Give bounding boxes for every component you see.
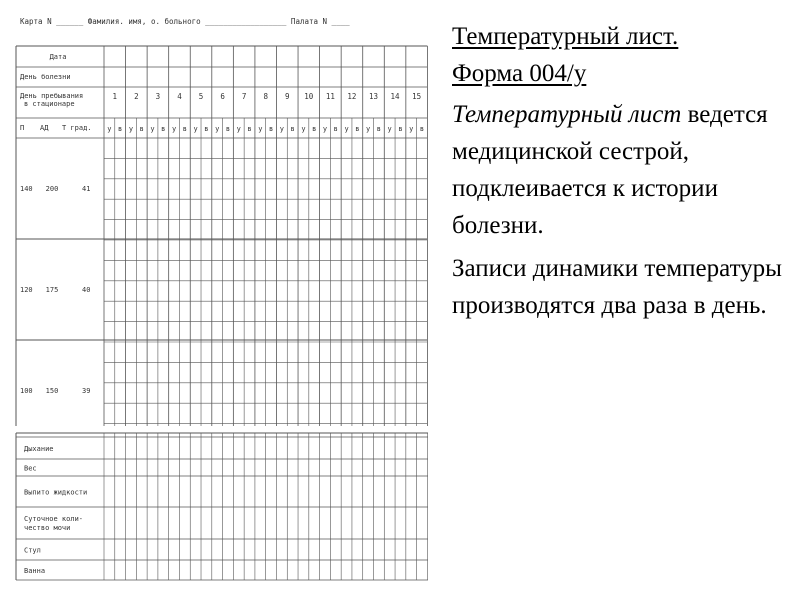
day-number: 2 xyxy=(134,92,139,101)
paragraph-1-rest: ведется медицинской сестрой, подклеивается к истории болезни. xyxy=(452,101,768,239)
pulse-scale: 100 xyxy=(20,387,33,395)
pulse-column-label: П xyxy=(20,124,25,132)
morning-mark: у xyxy=(344,125,349,133)
stay-day-label: в стационаре xyxy=(24,100,75,108)
evening-mark: в xyxy=(376,125,381,133)
morning-mark: у xyxy=(215,125,220,133)
evening-mark: в xyxy=(247,125,252,133)
day-number: 10 xyxy=(304,92,314,101)
evening-mark: в xyxy=(139,125,144,133)
temp-scale: 40 xyxy=(82,286,91,294)
day-number: 13 xyxy=(368,92,379,101)
morning-mark: у xyxy=(128,125,134,133)
morning-mark: у xyxy=(171,125,177,133)
day-number: 7 xyxy=(241,92,247,101)
evening-mark: в xyxy=(312,125,317,133)
bottom-row-label: Вес xyxy=(24,464,37,473)
stay-day-label: День пребывания xyxy=(20,92,84,100)
paragraph-1 xyxy=(452,96,792,244)
illness-day-label: День болезни xyxy=(20,73,71,81)
pulse-scale: 140 xyxy=(20,185,33,193)
day-number: 15 xyxy=(412,92,422,101)
paragraph-2: Записи динамики температуры производятся два раза в день. xyxy=(452,255,782,319)
evening-mark: в xyxy=(225,125,231,133)
paragraph-1-italic: Температурный лист xyxy=(452,101,682,128)
bp-column-label: АД xyxy=(40,124,49,132)
evening-mark: в xyxy=(204,125,209,133)
morning-mark: у xyxy=(236,125,241,133)
day-number: 4 xyxy=(177,92,182,101)
morning-mark: у xyxy=(258,125,263,133)
bp-scale: 150 xyxy=(45,387,59,395)
form-header: Карта N ______ Фамилия. имя, о. больного __________________ Палата N ____ xyxy=(20,17,350,26)
bottom-row-label: Ванна xyxy=(24,567,46,575)
morning-mark: у xyxy=(366,125,371,133)
day-number: 9 xyxy=(285,92,290,101)
morning-mark: у xyxy=(279,125,284,133)
evening-mark: в xyxy=(398,125,403,133)
temp-scale: 41 xyxy=(82,185,91,193)
pulse-scale: 120 xyxy=(20,286,33,294)
bottom-row-label: чество мочи xyxy=(24,524,71,532)
morning-mark: у xyxy=(322,125,328,133)
morning-mark: у xyxy=(301,125,306,133)
day-number: 5 xyxy=(198,92,204,101)
morning-mark: у xyxy=(150,125,155,133)
day-number: 3 xyxy=(155,92,161,101)
bp-scale: 200 xyxy=(45,185,59,193)
evening-mark: в xyxy=(118,125,123,133)
bottom-row-label: Выпито жидкости xyxy=(24,488,88,497)
bottom-row-label: Суточное коли- xyxy=(24,515,84,523)
day-number: 1 xyxy=(112,92,118,101)
date-label: Дата xyxy=(49,53,67,61)
temp-scale: 39 xyxy=(82,387,91,395)
description-panel xyxy=(452,18,792,324)
bottom-row-label: Дыхание xyxy=(24,445,54,453)
evening-mark: в xyxy=(355,125,360,133)
evening-mark: в xyxy=(268,125,274,133)
bottom-row-label: Стул xyxy=(24,546,41,555)
morning-mark: у xyxy=(387,125,392,133)
day-number: 12 xyxy=(347,92,357,101)
title-line-2: Форма 004/у xyxy=(452,60,587,87)
temp-column-label: Т град. xyxy=(62,124,92,132)
day-number: 14 xyxy=(390,92,400,101)
morning-mark: у xyxy=(193,125,198,133)
day-number: 8 xyxy=(263,92,268,101)
evening-mark: в xyxy=(182,125,187,133)
day-number: 6 xyxy=(220,92,225,101)
title-line-1: Температурный лист. xyxy=(452,23,679,50)
bp-scale: 175 xyxy=(45,286,59,294)
morning-mark: у xyxy=(107,125,112,133)
evening-mark: в xyxy=(333,125,338,133)
evening-mark: в xyxy=(161,125,166,133)
evening-mark: в xyxy=(419,125,425,133)
evening-mark: в xyxy=(290,125,295,133)
morning-mark: у xyxy=(409,125,414,133)
day-number: 11 xyxy=(325,92,335,101)
